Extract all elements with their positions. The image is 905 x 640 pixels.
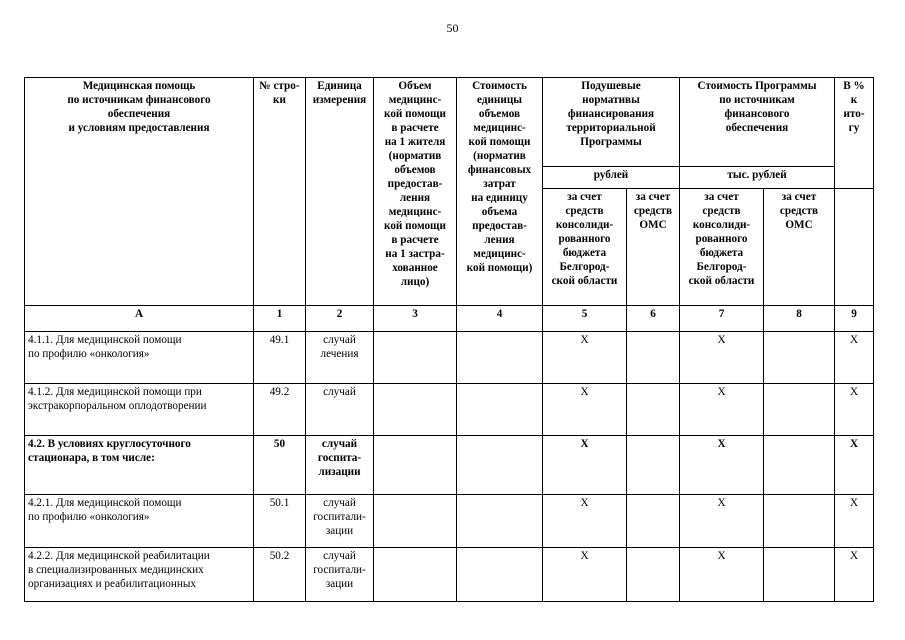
key-cell: 9 — [835, 306, 874, 332]
table-row — [25, 332, 874, 384]
row-line-number: 50.2 — [254, 548, 306, 602]
sub-oms-per-capita: за счет средств ОМС — [627, 189, 680, 306]
row-volume — [374, 548, 457, 602]
row-line-number: 50 — [254, 436, 306, 495]
row-percent: Х — [835, 436, 874, 495]
header-col-program-cost: Стоимость Программы по источникам финансового обеспечения — [680, 78, 835, 167]
row-unit: случай госпитали- зации — [306, 548, 374, 602]
row-budget-per-capita: Х — [543, 495, 627, 548]
column-key-row — [25, 306, 874, 332]
row-line-number: 49.1 — [254, 332, 306, 384]
row-budget-program: Х — [680, 384, 764, 436]
key-cell: А — [25, 306, 254, 332]
unit-thousand-rubles: тыс. рублей — [680, 167, 835, 189]
row-unit-cost — [457, 495, 543, 548]
table-row — [25, 548, 874, 602]
header-row — [25, 78, 874, 167]
key-cell: 6 — [627, 306, 680, 332]
row-unit-cost — [457, 332, 543, 384]
row-unit: случай госпита- лизации — [306, 436, 374, 495]
row-budget-program: Х — [680, 436, 764, 495]
table-row — [25, 384, 874, 436]
row-line-number: 49.2 — [254, 384, 306, 436]
row-oms-per-capita — [627, 436, 680, 495]
page-number: 50 — [446, 21, 459, 35]
row-label: 4.2.2. Для медицинской реабилитации в специализированных медицинских организациях и реабилитационных — [25, 548, 254, 602]
key-cell: 3 — [374, 306, 457, 332]
row-oms-per-capita — [627, 495, 680, 548]
sub-oms-program: за счет средств ОМС — [764, 189, 835, 306]
row-budget-per-capita: Х — [543, 548, 627, 602]
key-cell: 7 — [680, 306, 764, 332]
row-percent: Х — [835, 332, 874, 384]
row-budget-per-capita: Х — [543, 332, 627, 384]
row-oms-program — [764, 332, 835, 384]
row-volume — [374, 495, 457, 548]
header-col-per-capita: Подушевые нормативы финансирования территориальной Программы — [543, 78, 680, 167]
key-cell: 5 — [543, 306, 627, 332]
row-oms-program — [764, 384, 835, 436]
header-col-line-number: № стро- ки — [254, 78, 306, 306]
header-col-unit-cost: Стоимость единицы объемов медицинс- кой помощи (норматив финансовых затрат на единицу объема предостав- ления медицинс- кой помощи) — [457, 78, 543, 306]
row-oms-per-capita — [627, 332, 680, 384]
row-unit-cost — [457, 436, 543, 495]
row-oms-per-capita — [627, 384, 680, 436]
row-label: 4.1.1. Для медицинской помощи по профилю «онкология» — [25, 332, 254, 384]
row-percent: Х — [835, 548, 874, 602]
key-cell: 2 — [306, 306, 374, 332]
key-cell: 4 — [457, 306, 543, 332]
row-oms-program — [764, 495, 835, 548]
sub-percent-empty — [835, 189, 874, 306]
row-budget-program: Х — [680, 495, 764, 548]
row-volume — [374, 384, 457, 436]
row-label: 4.1.2. Для медицинской помощи при экстракорпоральном оплодотворении — [25, 384, 254, 436]
row-budget-program: Х — [680, 332, 764, 384]
row-label: 4.2. В условиях круглосуточного стационара, в том числе: — [25, 436, 254, 495]
row-oms-program — [764, 436, 835, 495]
table-row — [25, 495, 874, 548]
row-volume — [374, 436, 457, 495]
row-unit-cost — [457, 548, 543, 602]
row-unit-cost — [457, 384, 543, 436]
row-budget-program: Х — [680, 548, 764, 602]
header-col-unit: Единица измерения — [306, 78, 374, 306]
row-volume — [374, 332, 457, 384]
row-unit: случай госпитали- зации — [306, 495, 374, 548]
row-budget-per-capita: Х — [543, 436, 627, 495]
unit-rubles: рублей — [543, 167, 680, 189]
row-line-number: 50.1 — [254, 495, 306, 548]
row-oms-per-capita — [627, 548, 680, 602]
header-col-percent: В % к ито- гу — [835, 78, 874, 189]
financing-table — [24, 77, 874, 602]
row-unit: случай лечения — [306, 332, 374, 384]
header-col-volume: Объем медицинс- кой помощи в расчете на 1 жителя (норматив объемов предостав- ления медицинс- кой помощи в расчете на 1 застра- хованное лицо) — [374, 78, 457, 306]
key-cell: 1 — [254, 306, 306, 332]
header-col-a: Медицинская помощь по источникам финансового обеспечения и условиям предоставления — [25, 78, 254, 306]
row-label: 4.2.1. Для медицинской помощи по профилю «онкология» — [25, 495, 254, 548]
key-cell: 8 — [764, 306, 835, 332]
row-oms-program — [764, 548, 835, 602]
row-unit: случай — [306, 384, 374, 436]
table-row — [25, 436, 874, 495]
row-budget-per-capita: Х — [543, 384, 627, 436]
row-percent: Х — [835, 495, 874, 548]
sub-budget-program: за счет средств консолиди- рованного бюджета Белгород- ской области — [680, 189, 764, 306]
row-percent: Х — [835, 384, 874, 436]
sub-budget-per-capita: за счет средств консолиди- рованного бюджета Белгород- ской области — [543, 189, 627, 306]
